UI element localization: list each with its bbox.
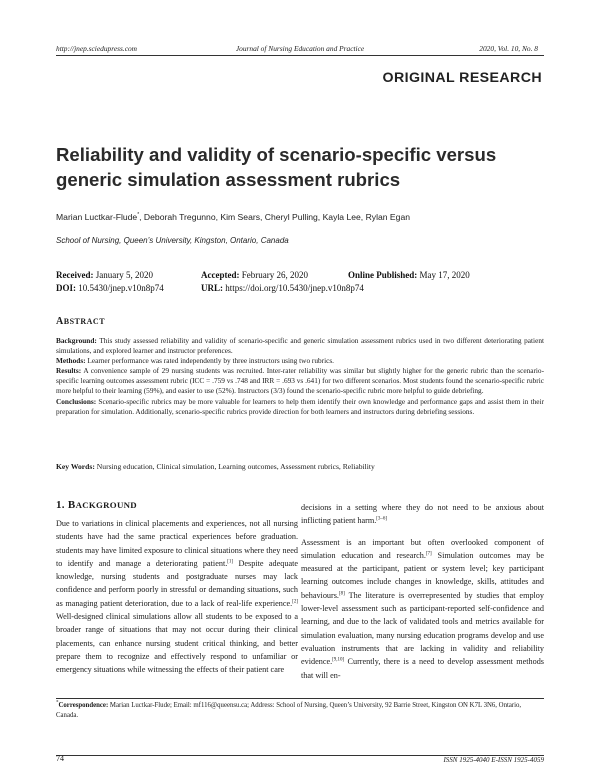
abstract-conclusions: Conclusions: Scenario-specific rubrics may be more valuable for learners to help them identify their own knowledge and performance gaps and assist them in their preparation for simulation. Additionally, scenario-specific rubrics provide direction for both learners and instructors during debriefing sessions. [56,396,544,416]
corresponding-author-marker: * [137,212,140,219]
accepted-value: February 26, 2020 [241,270,308,280]
keywords-list: Nursing education, Clinical simulation, Learning outcomes, Assessment rubrics, Reliability [96,462,375,471]
abstract-background: Background: This study assessed reliability and validity of scenario-specific and generic simulation assessment rubrics used in two different deteriorating patient simulations, and explored learner and instructor preferences. [56,336,544,356]
header-url: http://jnep.sciedupress.com [56,44,138,53]
citation[interactable]: [1] [227,559,234,565]
citation[interactable]: [2] [292,599,298,605]
issn: ISSN 1925-4040 E-ISSN 1925-4059 [443,756,544,764]
citation[interactable]: [3–6] [376,516,388,522]
published-label: Online Published: [348,270,418,280]
received-date [56,270,153,280]
keywords [56,462,375,471]
citation[interactable]: [9,10] [332,657,345,663]
abstract-body [56,336,544,417]
published-date [348,270,470,280]
author-others: , Deborah Tregunno, Kim Sears, Cheryl Pulling, Kayla Lee, Rylan Egan [139,212,411,222]
accepted-date [201,270,308,280]
article-type-label: ORIGINAL RESEARCH [382,70,542,86]
doi [56,283,164,293]
body-paragraph: Assessment is an important but often overlooked component of simulation education and research.[7] Simulation outcomes may be measured at the participant, patient or system level; key participant learning outcomes include changes in knowledge, skills, attitudes and behaviours.[8] The literature is overrepresented by studies that employ lower-level assessment such as participant-reported self-confidence and learning, and due to the lack of validated tools and metrics available for simulation evaluation, many nursing education programs develop and use evaluation instruments that are lacking in validity and reliability evidence.[9,10] Currently, there is a need to develop assessment methods that will en- [301,537,544,680]
body-paragraph: Due to variations in clinical placements and experiences, not all nursing students have had the same practical experiences before graduation. students may have limited exposure to clinical situations where they need to identify and manage a deteriorating patient.[1] Despite adequate knowledge, nursing students and postgraduate nurses may lack confidence and perform poorly in stressful or demanding situations, such as managing patient deterioration, due to a lack of real-life experience.[2] Well-designed clinical simulations allow all students to be exposed to a broader range of situations that may not occur during their clinical placements, can enhance nursing student critical thinking, and better prepare them to recognize and effectively respond to unfamiliar or emergency situations while witnessing the effects of their patient care [56,519,298,675]
page-number: 74 [56,754,64,763]
header-rule [56,55,544,56]
body-column-right [301,501,544,682]
doi-value[interactable]: 10.5430/jnep.v10n8p74 [78,283,164,293]
citation[interactable]: [8] [338,591,345,597]
author-first: Marian Luctkar-Flude [56,212,138,222]
url-link[interactable]: https://doi.org/10.5430/jnep.v10n8p74 [225,283,364,293]
author-list [56,212,410,222]
article-title: Reliability and validity of scenario-specific versus generic simulation assessment rubrics [56,144,497,190]
doi-label: DOI: [56,283,76,293]
correspondence-footnote: *Correspondence: Marian Luctkar-Flude; Email: mf116@queensu.ca; Address: School of Nursing, Queen’s University, 92 Barrie Street, Kingston ON K7L 3N6, Ontario, Canada. [56,700,522,719]
affiliation: School of Nursing, Queen’s University, Kingston, Ontario, Canada [56,236,289,245]
article-url [201,283,364,293]
url-label: URL: [201,283,223,293]
section-heading-background: 1. BACKGROUND [56,499,137,511]
abstract-results: Results: A convenience sample of 29 nursing students was recruited. Inter-rater reliability was similar but slightly higher for the generic rubric than the scenario-specific learning outcomes assessment rubric (ICC = .759 vs .748 and IRR = .693 vs .641) for two different scenarios. Most students found the scenario-specific rubric more helpful to their learning (59%), and easier to use (52%). Instructors (3/3) found the scenario-specific rubric more helpful to guide debriefing. [56,366,544,396]
accepted-label: Accepted: [201,270,240,280]
citation[interactable]: [7] [425,551,432,557]
abstract-heading: ABSTRACT [56,316,106,327]
header-volume: 2020, Vol. 10, No. 8 [479,44,538,53]
body-column-left [56,517,298,677]
published-value: May 17, 2020 [419,270,470,280]
footnote-rule [56,698,544,699]
body-paragraph: decisions in a setting where they do not need to be anxious about inflicting patient harm.[3–6] [301,503,544,526]
abstract-methods: Methods: Learner performance was rated independently by three instructors using two rubrics. [56,356,335,366]
header-journal-name: Journal of Nursing Education and Practice [235,44,365,53]
keywords-label: Key Words: [56,462,95,471]
received-value: January 5, 2020 [95,270,153,280]
received-label: Received: [56,270,94,280]
